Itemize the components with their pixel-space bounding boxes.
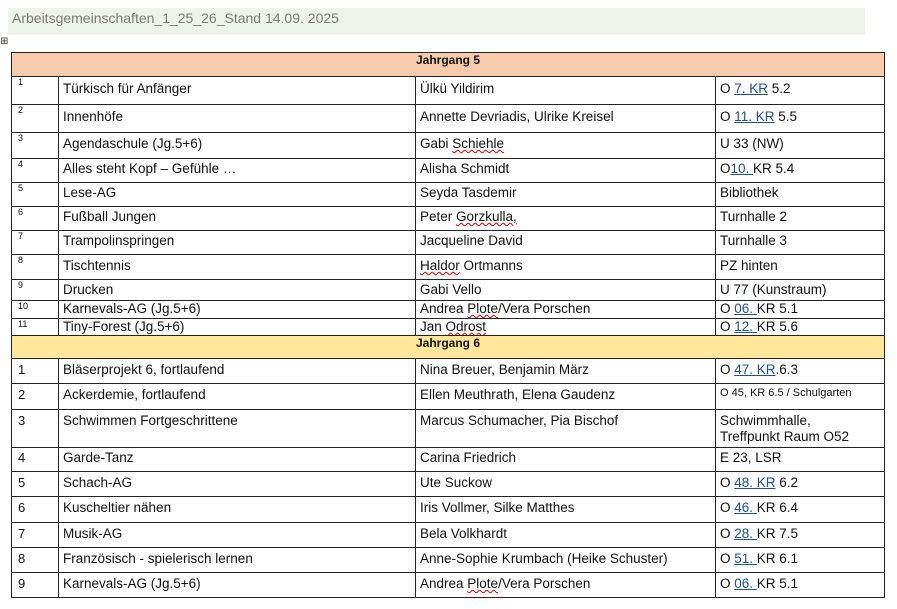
table-row	[12, 319, 885, 336]
row-number: 6	[12, 207, 59, 231]
table-row	[12, 384, 885, 410]
ag-name: Garde-Tanz	[59, 448, 416, 472]
room-cell: Bibliothek	[716, 183, 885, 207]
teacher-name	[416, 207, 716, 231]
row-number: 11	[12, 319, 59, 336]
row-number: 4	[12, 448, 59, 472]
table-row	[12, 280, 885, 301]
row-number: 1	[12, 359, 59, 384]
room-prefix: O	[720, 81, 735, 96]
teacher-name: Seyda Tasdemir	[416, 183, 716, 207]
teacher-spellcheck: Plote	[467, 576, 499, 591]
room-cell	[716, 319, 885, 336]
ag-name: Französisch - spielerisch lernen	[59, 548, 416, 573]
table-row	[12, 472, 885, 497]
row-number: 10	[12, 301, 59, 319]
teacher-plain: Ortmanns	[459, 258, 523, 273]
room-link[interactable]: 10.	[730, 161, 754, 176]
teacher-name	[416, 301, 716, 319]
room-cell	[716, 301, 885, 319]
table-row	[12, 255, 885, 280]
room-prefix: O	[720, 526, 735, 541]
table-row	[12, 497, 885, 523]
room-prefix: O	[720, 109, 735, 124]
ag-name: Kuscheltier nähen	[59, 497, 416, 523]
table-row	[12, 159, 885, 183]
room-cell	[716, 410, 885, 448]
teacher-name: Alisha Schmidt	[416, 159, 716, 183]
teacher-name: Ellen Meuthrath, Elena Gaudenz	[416, 384, 716, 410]
teacher-name: Ülkü Yildirim	[416, 77, 716, 105]
room-cell	[716, 548, 885, 573]
table-row	[12, 183, 885, 207]
room-suffix: KR 5.6	[756, 319, 799, 334]
row-number: 5	[12, 183, 59, 207]
room-cell	[716, 523, 885, 548]
ag-name: Lese-AG	[59, 183, 416, 207]
room-link[interactable]: 06.	[734, 576, 757, 591]
teacher-tail: /Vera Porschen	[498, 301, 591, 316]
section-header-jahrgang-6: Jahrgang 6	[12, 336, 885, 359]
teacher-name	[416, 133, 716, 159]
teacher-name	[416, 319, 716, 336]
teacher-plain: Jan	[420, 319, 446, 334]
room-prefix: O	[720, 319, 735, 334]
teacher-name: Iris Vollmer, Silke Matthes	[416, 497, 716, 523]
room-prefix: O	[720, 475, 735, 490]
teacher-name	[416, 255, 716, 280]
room-cell: PZ hinten	[716, 255, 885, 280]
room-suffix: KR 5.1	[756, 576, 799, 591]
ag-name: Türkisch für Anfänger	[59, 77, 416, 105]
document-title: Arbeitsgemeinschaften_1_25_26_Stand 14.09. 2025	[8, 8, 865, 35]
ag-name: Innenhöfe	[59, 105, 416, 133]
ag-name: Tiny-Forest (Jg.5+6)	[59, 319, 416, 336]
table-row	[12, 105, 885, 133]
teacher-name: Marcus Schumacher, Pia Bischof	[416, 410, 716, 448]
teacher-name: Carina Friedrich	[416, 448, 716, 472]
room-line-2: Treffpunkt Raum O52	[720, 429, 850, 444]
room-suffix: 6.2	[775, 475, 799, 490]
table-row	[12, 359, 885, 384]
room-prefix: O	[720, 362, 735, 377]
room-cell	[716, 573, 885, 598]
row-number: 8	[12, 548, 59, 573]
section-header-jahrgang-5: Jahrgang 5	[12, 53, 885, 77]
room-link[interactable]: 28.	[734, 526, 757, 541]
teacher-spellcheck: Odrost	[445, 319, 487, 334]
teacher-spellcheck: Plote	[467, 301, 499, 316]
ag-name: Schach-AG	[59, 472, 416, 497]
room-link[interactable]: 11. KR	[734, 109, 775, 124]
teacher-spellcheck: Haldor	[420, 258, 460, 273]
room-prefix: O	[720, 500, 735, 515]
teacher-name: Annette Devriadis, Ulrike Kreisel	[416, 105, 716, 133]
room-suffix: 5.5	[774, 109, 798, 124]
ag-name: Alles steht Kopf – Gefühle …	[59, 159, 416, 183]
ag-name: Karnevals-AG (Jg.5+6)	[59, 573, 416, 598]
room-link[interactable]: 48. KR	[734, 475, 776, 490]
table-row	[12, 231, 885, 255]
room-prefix: O	[720, 551, 735, 566]
room-cell: O 45, KR 6.5 / Schulgarten	[716, 384, 885, 410]
row-number: 1	[12, 77, 59, 105]
room-link[interactable]: 7. KR	[734, 81, 769, 96]
ag-name: Bläserprojekt 6, fortlaufend	[59, 359, 416, 384]
room-suffix: .6.3	[775, 362, 799, 377]
row-number: 4	[12, 159, 59, 183]
teacher-name: Jacqueline David	[416, 231, 716, 255]
ag-name: Karnevals-AG (Jg.5+6)	[59, 301, 416, 319]
room-suffix: KR 6.1	[756, 551, 799, 566]
table-row	[12, 548, 885, 573]
ag-name: Drucken	[59, 280, 416, 301]
row-number: 3	[12, 410, 59, 448]
room-line-1: Schwimmhalle,	[720, 413, 811, 428]
room-cell	[716, 105, 885, 133]
room-prefix: O	[720, 301, 735, 316]
teacher-plain: Andrea	[420, 576, 468, 591]
teacher-name: Gabi Vello	[416, 280, 716, 301]
teacher-name: Ute Suckow	[416, 472, 716, 497]
teacher-name: Bela Volkhardt	[416, 523, 716, 548]
ag-name: Fußball Jungen	[59, 207, 416, 231]
room-suffix: KR 7.5	[756, 526, 799, 541]
row-number: 7	[12, 523, 59, 548]
table-row	[12, 410, 885, 448]
room-suffix: KR 5.1	[756, 301, 799, 316]
row-number: 9	[12, 573, 59, 598]
room-cell: Turnhalle 2	[716, 207, 885, 231]
table-row	[12, 448, 885, 472]
row-number: 2	[12, 384, 59, 410]
row-number: 3	[12, 133, 59, 159]
room-link[interactable]: 47. KR	[734, 362, 776, 377]
room-link[interactable]: 12.	[734, 319, 757, 334]
table-row	[12, 523, 885, 548]
room-cell: Turnhalle 3	[716, 231, 885, 255]
row-number: 2	[12, 105, 59, 133]
room-link[interactable]: 46.	[734, 500, 757, 515]
ag-name: Musik-AG	[59, 523, 416, 548]
room-suffix: KR 6.4	[756, 500, 799, 515]
ag-table	[11, 52, 885, 598]
room-cell: U 77 (Kunstraum)	[716, 280, 885, 301]
ag-name: Tischtennis	[59, 255, 416, 280]
row-number: 7	[12, 231, 59, 255]
room-prefix: O	[720, 161, 731, 176]
table-row	[12, 301, 885, 319]
room-cell: U 33 (NW)	[716, 133, 885, 159]
room-cell	[716, 472, 885, 497]
teacher-spellcheck: Gorzkulla,	[456, 209, 517, 224]
room-cell	[716, 159, 885, 183]
teacher-name	[416, 573, 716, 598]
room-suffix: 5.2	[768, 81, 791, 96]
room-suffix: KR 5.4	[753, 161, 795, 176]
row-number: 8	[12, 255, 59, 280]
teacher-plain: Andrea	[420, 301, 468, 316]
room-cell	[716, 77, 885, 105]
room-cell	[716, 359, 885, 384]
room-cell	[716, 497, 885, 523]
row-number: 5	[12, 472, 59, 497]
teacher-plain: Peter	[420, 209, 457, 224]
ag-name: Trampolinspringen	[59, 231, 416, 255]
table-move-handle-icon[interactable]: ⊞	[0, 36, 9, 47]
teacher-name: Nina Breuer, Benjamin März	[416, 359, 716, 384]
teacher-spellcheck: Schiehle	[452, 136, 505, 151]
table-row	[12, 573, 885, 598]
teacher-name: Anne-Sophie Krumbach (Heike Schuster)	[416, 548, 716, 573]
ag-name: Agendaschule (Jg.5+6)	[59, 133, 416, 159]
table-row	[12, 207, 885, 231]
room-link[interactable]: 06.	[734, 301, 757, 316]
teacher-tail: /Vera Porschen	[498, 576, 591, 591]
room-cell: E 23, LSR	[716, 448, 885, 472]
teacher-plain: Gabi	[420, 136, 453, 151]
ag-name: Schwimmen Fortgeschrittene	[59, 410, 416, 448]
row-number: 9	[12, 280, 59, 301]
table-row	[12, 133, 885, 159]
ag-name: Ackerdemie, fortlaufend	[59, 384, 416, 410]
table-row	[12, 77, 885, 105]
room-link[interactable]: 51.	[734, 551, 757, 566]
row-number: 6	[12, 497, 59, 523]
room-prefix: O	[720, 576, 735, 591]
